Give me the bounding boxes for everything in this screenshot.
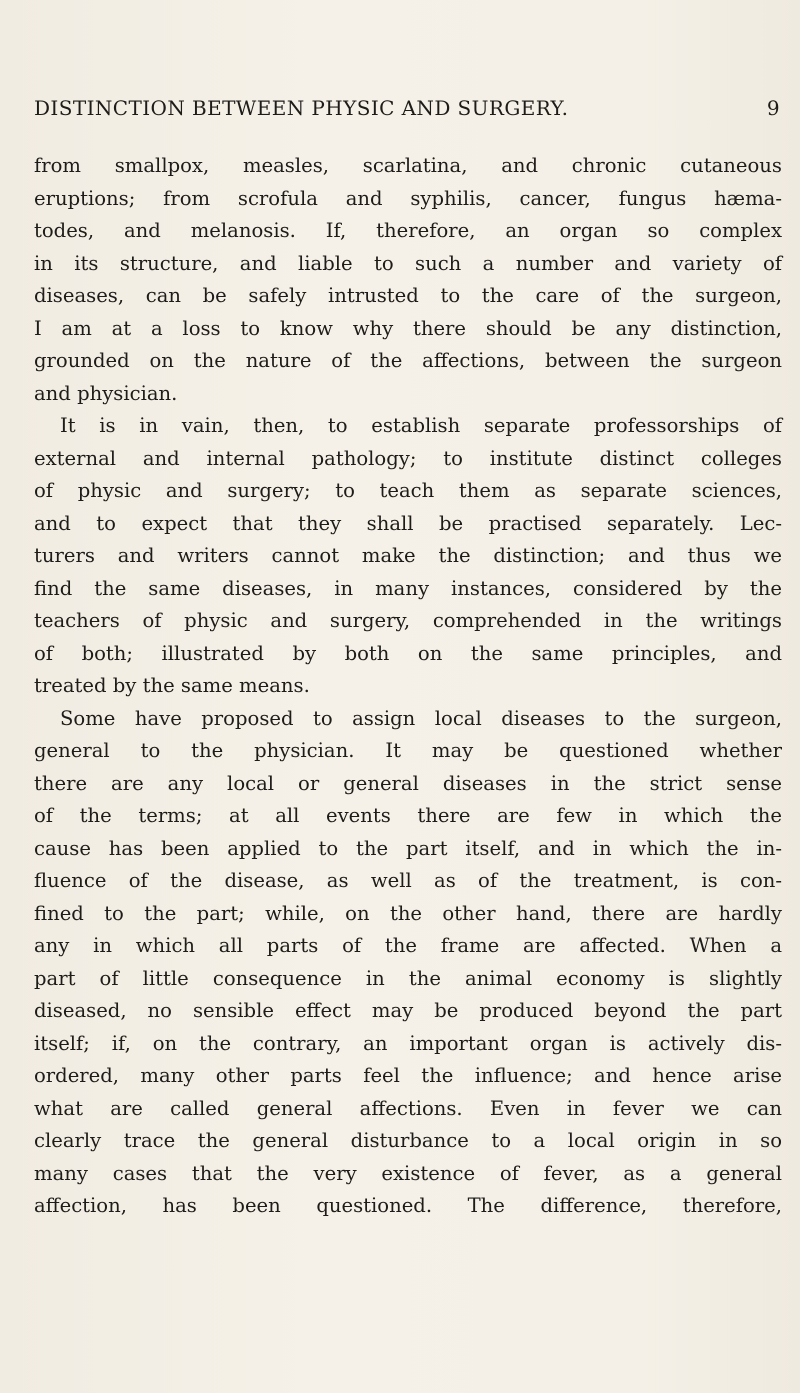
- text-line: any in which all parts of the frame are affected. When a: [34, 934, 782, 957]
- text-line: in its structure, and liable to such a number and variety of: [34, 251, 782, 275]
- text-line: and to expect that they shall be practised separately. Lec-: [34, 511, 782, 535]
- text-line: treated by the same means.: [34, 674, 310, 697]
- text-line: and physician.: [34, 381, 178, 405]
- text-line: affection, has been questioned. The difference, therefore,: [34, 1194, 782, 1217]
- text-line: find the same diseases, in many instances, considered by the: [34, 576, 782, 600]
- text-line: clearly trace the general disturbance to a local origin in so: [34, 1129, 782, 1152]
- text-line: what are called general affections. Even in fever we can: [34, 1096, 782, 1120]
- text-line: itself; if, on the contrary, an important organ is actively dis-: [34, 1031, 782, 1055]
- text-line: grounded on the nature of the affections, between the surgeon: [34, 349, 782, 372]
- text-line: diseased, no sensible effect may be produced beyond the part: [34, 999, 782, 1022]
- text-line: todes, and melanosis. If, therefore, an organ so complex: [34, 219, 782, 242]
- text-line: part of little consequence in the animal economy is slightly: [34, 966, 782, 990]
- text-line: turers and writers cannot make the distinction; and thus we: [34, 544, 782, 567]
- body-text: [34, 150, 782, 1223]
- text-line: general to the physician. It may be questioned whether: [34, 739, 782, 762]
- running-head-title: DISTINCTION BETWEEN PHYSIC AND SURGERY.: [34, 96, 569, 120]
- text-line: of both; illustrated by both on the same principles, and: [34, 641, 782, 665]
- text-line: there are any local or general diseases in the strict sense: [34, 771, 782, 795]
- text-line: eruptions; from scrofula and syphilis, cancer, fungus hæma-: [34, 186, 782, 210]
- paragraph-start-line: Some have proposed to assign local diseases to the surgeon,: [60, 706, 782, 730]
- paragraph-start-line: It is in vain, then, to establish separate professorships of: [60, 414, 782, 437]
- text-line: ordered, many other parts feel the influence; and hence arise: [34, 1064, 782, 1087]
- text-line: teachers of physic and surgery, comprehended in the writings: [34, 609, 782, 632]
- text-line: external and internal pathology; to institute distinct colleges: [34, 446, 782, 470]
- text-line: I am at a loss to know why there should be any distinction,: [34, 316, 782, 340]
- running-head: [34, 96, 780, 126]
- text-line: of physic and surgery; to teach them as separate sciences,: [34, 479, 782, 502]
- text-line: diseases, can be safely intrusted to the care of the surgeon,: [34, 284, 782, 307]
- page-number: 9: [766, 96, 780, 120]
- text-line: cause has been applied to the part itself, and in which the in-: [34, 836, 782, 860]
- text-line: from smallpox, measles, scarlatina, and chronic cutaneous: [34, 154, 782, 177]
- text-line: of the terms; at all events there are few in which the: [34, 804, 782, 827]
- text-line: many cases that the very existence of fever, as a general: [34, 1161, 782, 1185]
- text-line: fluence of the disease, as well as of the treatment, is con-: [34, 869, 782, 892]
- text-line: fined to the part; while, on the other hand, there are hardly: [34, 901, 782, 925]
